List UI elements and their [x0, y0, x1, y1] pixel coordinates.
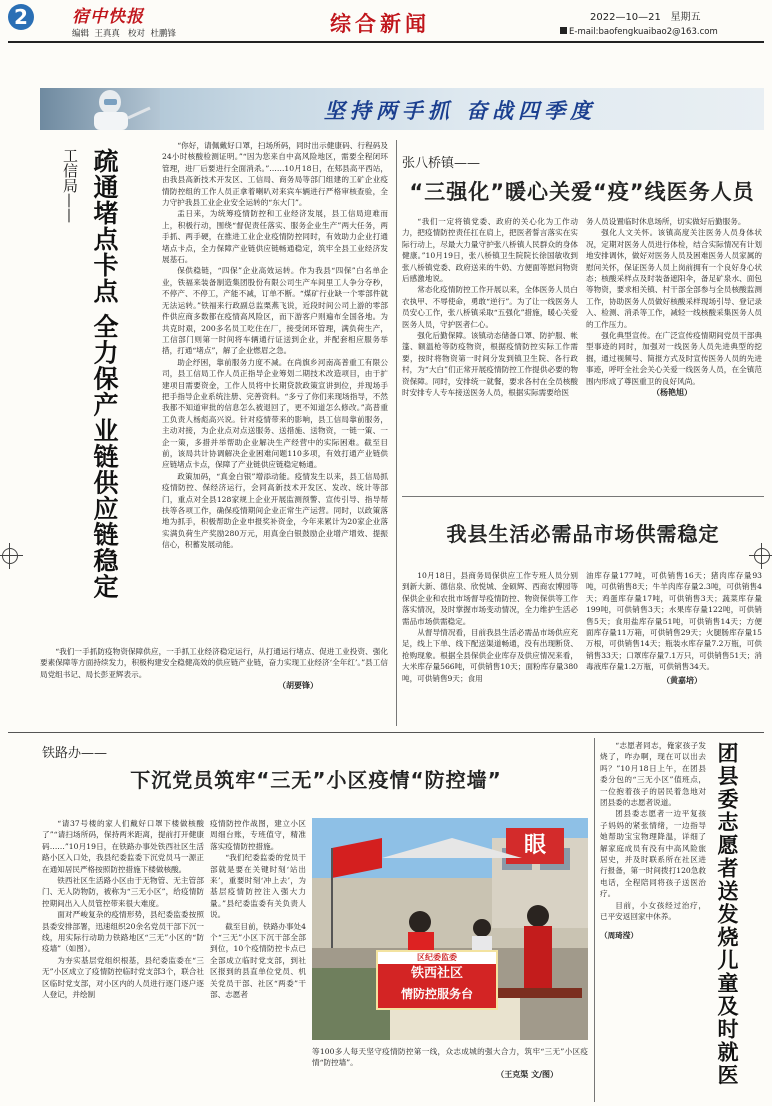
article1-body-bottom: [40, 646, 388, 724]
article4-paragraph: 截至目前，铁路办事处4个“三无”小区下沉干部全部到位，10个疫情防控卡点已全部成立临时党支部，到社区报到的县直单位党员、机关党员干部、社区“两委”干部、志愿者: [210, 921, 306, 1000]
article4-after-photo: [312, 1046, 588, 1102]
article5-paragraph: 目前，小女孩经过治疗，已平安返回家中休养。: [600, 900, 706, 922]
date: 2022—10—21: [590, 12, 661, 23]
article4-source: 铁路办——: [42, 746, 108, 761]
article1-paragraph: 助企纾困，靠前服务力度不减。在尚旗乡河南高普重工有限公司，县工信局工作人员正指导企业筹划二期技术改造项目，由于扩建项目需要资金，工作人员将中长期贷款政策宣讲到位，并现场手把手指导企业系统注册、完善资料。“多亏了你们来现场指导，不然我都不知道审批的信息怎么被退回了，更不知道怎么修改。”高普重工负责人杨彪高兴说。针对疫情带来的影响，县工信局靠前服务，主动对接，为企业点对点送服务、送措施、送物资，一链一策、一企一策，多措并举帮助企业解决生产经营中的实际困难。截至目前，该局共计协调解决企业困难问题110多项，有效打通产业链供应链堵点卡点，保障了产业链供应链稳定畅通。: [162, 357, 388, 470]
article1-paragraph: “你好，请佩戴好口罩，扫场所码，同时出示健康码、行程码及24小时核酸检测证明。”“因为您来自中高风险地区，需要全程闭环管理，进厂后要进行全面消杀。”……10月18日，在郏县高平西站，由我县高新技术开发区、工信局、商务局等部门组建的工矿企业疫情防控组的工作人员正拿着喇叭对来宾车辆进行严格审核查验，全力守护我县工业企业安全运转的“东大门”。: [162, 141, 388, 208]
article2-paragraph: 强化人文关怀。该镇高度关注医务人员身体状况，定期对医务人员进行体检，结合实际情况有计划地安排调休，做好对医务人员及困难医务人员家属的慰问关怀，保证医务人员上岗前拥有一个良好身心状态；核酸采样点及时装备遮阳伞，备足矿泉水、面包等物资，要求相关镇、村干部全部参与全员核酸监测工作，协助医务人员做好核酸采样现场引导、登记录入、检测、消杀等工作，减轻一线核酸采集医务人员的工作压力。: [586, 228, 762, 329]
article1-paragraph: 保供稳链，“四保”企业高效运转。作为我县“四保”白名单企业，铁福来装备制造集团股份有限公司生产车间里工人争分夺秒，不停产、不停工，产能不减，订单不断。“煤矿行业缺一个零部件就无法运转。”铁福来行政副总监栗燕飞说，近段时间公司上游的零部件供应商多数都在疫情高风险区，而下游客户则遍布全国各地。为共克时艰，200多名员工吃住在厂，接受闭环管理，满负荷生产，工信部门则第一时间将车辆通行证送到企业，并配套相应服务举措，打通“堵点”，解了企业燃眉之急。: [162, 266, 388, 356]
article1-source: 工信局——: [61, 148, 79, 223]
article4-paragraph: “我们纪委监委的党员干部就是要在关键时刻‘站出来’，重要时刻‘冲上去’，为基层疫情防控注入强大力量。”县纪委监委有关负责人说。: [210, 853, 306, 920]
medical-worker-icon: [40, 88, 160, 130]
article3-paragraph: 10月18日，县商务局保供应工作专班人员分别到新大新、德信泉、欣悦城、金硕辉、西商农博园等保供企业和农批市场督导疫情防控、物资保供等工作落实情况，及时掌握市场变动情况，全力维护生活必需品市场供需稳定。: [402, 571, 578, 626]
article2-paragraph: 强化后勤保障。该镇动态储备口罩、防护服、帐篷、额温枪等防疫物资，根据疫情防控实际工作需要，按时将物资第一时间分发到镇卫生院、各行政村，为“大白”们正常开展疫情防控工作提供必要的物资保障。同时，安排统一就餐，要求各村在全员核酸时安排专人专车接送医务人员，根据实际需要给医: [402, 331, 578, 398]
masthead-logo: 宿中快报: [72, 7, 144, 27]
article5-body: [600, 740, 706, 1102]
article5-headline: 团县委志愿者送发烧儿童及时就医: [715, 742, 740, 1087]
article1-byline: （胡要锋）: [278, 680, 318, 691]
article2-byline: （杨艳旭）: [652, 387, 692, 398]
article4-photo: [312, 818, 588, 1040]
article2-col2: [586, 216, 762, 478]
editor-line: [72, 27, 176, 39]
article3-col1: [402, 570, 578, 726]
article1-headline: 疏通堵点卡点 全力保产业链供应链稳定: [90, 148, 119, 600]
article3-headline: 我县生活必需品市场供需稳定: [446, 522, 720, 546]
article4-paragraph: 疫情防控作战图，建立小区周细台账，专班值守，精准落实疫情防控措施。: [210, 819, 306, 851]
article2-paragraph: 常态化疫情防控工作开展以来，全体医务人员白衣执甲、不辱使命，勇敢“逆行”。为了让一线医务人员安心工作，张八桥镇采取“五强化”措施，暖心关爱医务人员，守护医者仁心。: [402, 285, 578, 329]
article1-paragraph: 政策加码，“真金白银”增添动能。疫情发生以来，县工信局抓疫情防控、保经济运行，会同高新技术开发区、发改、统计等部门，重点对全县128家规上企业开展监测预警、宣传引导、指导帮扶等各项工作，确保疫情期间企业正常生产运营。同时，以政策落地为抓手，积极帮助企业申报奖补资金，今年来累计为20家企业落实满负荷生产奖励280万元，用真金白银鼓励企业增产增效、提振信心，积蓄发展动能。: [162, 471, 388, 550]
crop-mark: [754, 548, 770, 564]
issue-date: [590, 8, 700, 23]
section-title: 综合新闻: [330, 12, 430, 36]
editor-label: 编辑: [72, 29, 90, 39]
section-divider: [402, 496, 764, 497]
email-address: E-mail:baofengkuaibao2@163.com: [569, 27, 718, 37]
article4-paragraph: 面对严峻复杂的疫情形势，县纪委监委按照县委安排部署，迅速组织20余名党员干部下沉一线，用实际行动助力铁路地区“三无”小区的“防疫墙”（如图）。: [42, 910, 204, 954]
article3-paragraph: 油库存量177吨，可供销售16天；猪肉库存量93吨，可供销售8天；牛羊肉库存量2.3吨，可供销售4天；鸡蛋库存量17吨，可供销售3天；蔬菜库存量199吨，可供销售3天；水果库存量122吨，可供销售5天；食用盐库存量51吨，可供销售14天；方便面库存量11万箱，可供销售29天；火腿肠库存量15万根，可供销售14天；瓶装水库存量7.2万瓶，可供销售33天；口罩库存量7.1万只，可供销售51天；消毒液库存量1.2万瓶，可供销售34天。: [586, 571, 762, 672]
photo-sign-eye: 眼: [523, 833, 546, 858]
article2-paragraph: 务人员设置临时休息场所，切实做好后勤服务。: [586, 217, 746, 226]
article1-paragraph: 盂日来，为统筹疫情防控和工业经济发展，县工信局迎难而上，积极行动，围绕“督促责任落实、服务企业生产”两大任务，两手抓、两手硬，在推进工业企业疫情防控同时，有效助力企业打通堵点卡点，全力保障产业链供应链畅通稳定，筑牢全县工业经济发展基石。: [162, 209, 388, 265]
email-square-icon: [560, 27, 567, 34]
banner-photo: [40, 88, 160, 130]
article2-paragraph: 强化典型宣传。在广泛宣传疫情期间党员干部典型事迹的同时，加强对一线医务人员先进典型的挖掘，通过视频号、简报方式及时宣传医务人员的先进事迹，呼吁全社会关心关爱一线医务人员，在全镇范围内形成了尊医重卫的良好风尚。: [586, 331, 762, 386]
article5-paragraph: 团县委志愿者一边平复孩子妈妈的紧张情绪，一边指导她帮助宝宝物理降温，详细了解家庭成员有没有中高风险旅居史，并及时联系所在社区进行报备，第一时间拨打120急救电话，全程陪同将孩子送医治疗。: [600, 809, 706, 899]
banner-slogan: 坚持两手抓 奋战四季度: [323, 98, 597, 123]
article4-col2: [210, 818, 306, 1042]
article1-body: [162, 140, 388, 644]
article3-paragraph: 从督导情况看，目前我县生活必需品市场供应充足，线上下单、线下配送渠道畅通，没有出现断货、抢购现象。根据全县保供企业库存及供应情况来看，大米库存量566吨，可供销售10天；面粉库存量380吨，可供销售9天；食用: [402, 628, 578, 683]
article2-headline: “三强化”暖心关爱“疫”线医务人员: [409, 180, 755, 204]
article4-paragraph: “请37号楼的家人们戴好口罩下楼做核酸了”“请扫场所码，保持两米距离，提前打开健康码……”10月19日，在铁路办事处铁西社区生活路小区入口处，我县纪委监委下沉党员马一源正在通知居民严格按照防控措施下楼做核酸。: [42, 819, 204, 874]
board-line1: 铁西社区: [410, 966, 463, 981]
email-line: [560, 27, 718, 37]
header-rule: [8, 41, 764, 43]
crop-mark: [2, 548, 18, 564]
article4-paragraph: 铁西社区生活路小区由于无物管、无主管部门、无人防物防，被称为“三无小区”，给疫情防控期间出入人员管控带来很大难度。: [42, 876, 204, 908]
article4-col1: [42, 818, 204, 1102]
column-divider: [396, 140, 397, 726]
article2-source: 张八桥镇——: [402, 156, 481, 171]
article3-byline: （黄嘉培）: [662, 674, 702, 685]
article4-headline: 下沉党员筑牢“三无”小区疫情“防控墙”: [130, 768, 502, 792]
horizontal-divider: [8, 732, 764, 733]
weekday: 星期五: [670, 12, 701, 23]
article4-paragraph: 为夯实基层党组织根基，县纪委监委在“三无”小区成立了疫情防控临时党支部3个，联合社区临时党支部，对小区内的人员进行逐门逐户逐人登记，并绘制: [42, 955, 204, 1000]
article2-paragraph: “我们一定将镇党委、政府的关心化为工作动力，把疫情防控责任扛在肩上，把医者誓言落实在实际行动上，尽最大力量守护张八桥镇人民群众的身体健康。”10月19日，张八桥镇卫生院院长徐国敏收到张八桥镇党委、政府送来的牛奶、方便面等慰问物资后感激地说。: [402, 217, 578, 284]
board-line2: 情防控服务台: [400, 987, 473, 1001]
column-divider: [594, 738, 595, 1102]
editor-name: 王真真: [94, 29, 120, 39]
article3-col2: [586, 570, 762, 726]
article5-byline: （周琦滢）: [600, 930, 638, 940]
photo-service-board: [376, 950, 498, 1010]
page-number: 2: [14, 5, 28, 29]
article4-paragraph: 等100多人每天坚守疫情防控第一线，众志成城的强大合力，筑牢“三无”小区疫情“防控墙”。: [312, 1047, 588, 1068]
article1-paragraph: “我们一手抓防疫物资保障供应，一手抓工业经济稳定运行，从打通运行堵点、促进工业投资、强化要素保障等方面持续发力，积极构建安全稳健高效的供应链产业链，奋力实现工业经济‘全年红’。”县工信局党组书记、局长彭亚辉表示。: [40, 647, 388, 679]
board-top-text: 区纪委监委: [378, 952, 496, 964]
proofreader-name: 杜鹏锋: [150, 29, 176, 39]
article4-byline: （王克渠 文/图）: [496, 1068, 558, 1079]
proof-label: 校对: [128, 29, 146, 39]
article2-col1: [402, 216, 578, 478]
article5-paragraph: “志愿者同志，俺家孩子发烧了，咋办啊，现在可以出去吗？”10月18日上午，在团县委分包的“三无小区”值班点，一位抱着孩子的居民着急地对团县委的志愿者说道。: [600, 741, 706, 808]
page-number-badge: [8, 4, 34, 30]
